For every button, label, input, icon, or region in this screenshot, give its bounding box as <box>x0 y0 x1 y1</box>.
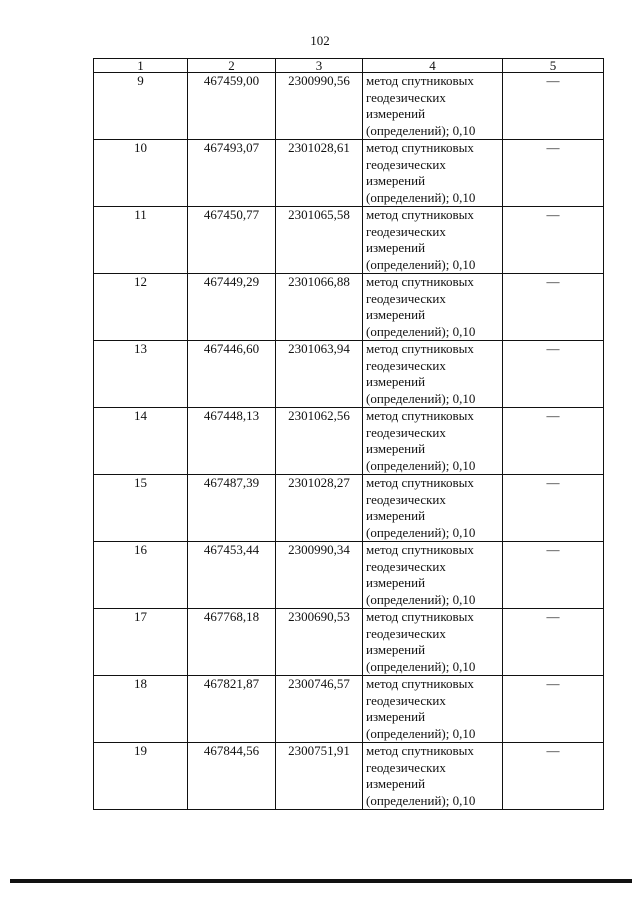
method-cell <box>363 73 503 140</box>
y-coordinate-cell: 2300746,57 <box>276 676 363 743</box>
x-coordinate-cell: 467844,56 <box>188 743 276 810</box>
method-line: (определений); 0,10 <box>366 792 476 808</box>
method-line: геодезических <box>366 156 446 172</box>
x-coordinate-cell: 467450,77 <box>188 207 276 274</box>
point-number-cell: 10 <box>94 140 188 207</box>
method-cell <box>363 475 503 542</box>
method-line: метод спутниковых <box>366 274 474 289</box>
method-line: измерений <box>366 709 426 724</box>
method-line: (определений); 0,10 <box>366 390 476 406</box>
method-line: (определений); 0,10 <box>366 189 476 205</box>
y-coordinate-cell: 2301062,56 <box>276 408 363 475</box>
method-line: метод спутниковых <box>366 542 474 557</box>
x-coordinate-cell: 467446,60 <box>188 341 276 408</box>
column-5-cell: — <box>503 140 604 207</box>
method-line: метод спутниковых <box>366 73 474 88</box>
column-header: 5 <box>503 59 604 73</box>
y-coordinate-cell: 2300990,34 <box>276 542 363 609</box>
bottom-rule <box>10 879 632 883</box>
method-line: измерений <box>366 508 426 523</box>
x-coordinate-cell: 467487,39 <box>188 475 276 542</box>
point-number-cell: 16 <box>94 542 188 609</box>
y-coordinate-cell: 2300690,53 <box>276 609 363 676</box>
coordinates-table <box>93 58 604 810</box>
column-5-cell: — <box>503 274 604 341</box>
method-line: метод спутниковых <box>366 207 474 222</box>
method-line: измерений <box>366 575 426 590</box>
method-line: метод спутниковых <box>366 341 474 356</box>
column-5-cell: — <box>503 475 604 542</box>
method-line: метод спутниковых <box>366 676 474 691</box>
method-line: измерений <box>366 374 426 389</box>
point-number-cell: 12 <box>94 274 188 341</box>
method-line: геодезических <box>366 89 446 105</box>
column-5-cell: — <box>503 73 604 140</box>
method-cell <box>363 140 503 207</box>
table-row <box>94 676 604 743</box>
table-row <box>94 73 604 140</box>
header-row <box>94 59 604 73</box>
table-row <box>94 609 604 676</box>
method-line: измерений <box>366 776 426 791</box>
method-line: измерений <box>366 307 426 322</box>
x-coordinate-cell: 467493,07 <box>188 140 276 207</box>
method-cell <box>363 408 503 475</box>
method-line: геодезических <box>366 357 446 373</box>
method-line: измерений <box>366 106 426 121</box>
method-cell <box>363 676 503 743</box>
table-row <box>94 542 604 609</box>
method-line: (определений); 0,10 <box>366 591 476 607</box>
column-header: 4 <box>363 59 503 73</box>
point-number-cell: 13 <box>94 341 188 408</box>
method-line: геодезических <box>366 290 446 306</box>
y-coordinate-cell: 2301063,94 <box>276 341 363 408</box>
point-number-cell: 15 <box>94 475 188 542</box>
y-coordinate-cell: 2300751,91 <box>276 743 363 810</box>
point-number-cell: 17 <box>94 609 188 676</box>
method-line: (определений); 0,10 <box>366 122 476 138</box>
table-row <box>94 274 604 341</box>
point-number-cell: 18 <box>94 676 188 743</box>
point-number-cell: 19 <box>94 743 188 810</box>
method-line: измерений <box>366 642 426 657</box>
x-coordinate-cell: 467768,18 <box>188 609 276 676</box>
method-line: (определений); 0,10 <box>366 457 476 473</box>
method-cell <box>363 207 503 274</box>
method-line: (определений); 0,10 <box>366 256 476 272</box>
method-line: геодезических <box>366 558 446 574</box>
method-line: метод спутниковых <box>366 408 474 423</box>
method-cell <box>363 542 503 609</box>
method-line: геодезических <box>366 424 446 440</box>
y-coordinate-cell: 2301066,88 <box>276 274 363 341</box>
method-line: геодезических <box>366 759 446 775</box>
column-header: 2 <box>188 59 276 73</box>
method-line: измерений <box>366 441 426 456</box>
method-line: (определений); 0,10 <box>366 658 476 674</box>
column-5-cell: — <box>503 743 604 810</box>
y-coordinate-cell: 2300990,56 <box>276 73 363 140</box>
y-coordinate-cell: 2301028,61 <box>276 140 363 207</box>
column-5-cell: — <box>503 341 604 408</box>
method-line: геодезических <box>366 625 446 641</box>
column-header: 1 <box>94 59 188 73</box>
y-coordinate-cell: 2301028,27 <box>276 475 363 542</box>
x-coordinate-cell: 467449,29 <box>188 274 276 341</box>
method-line: метод спутниковых <box>366 140 474 155</box>
method-line: (определений); 0,10 <box>366 524 476 540</box>
method-line: (определений); 0,10 <box>366 725 476 741</box>
method-line: геодезических <box>366 223 446 239</box>
column-5-cell: — <box>503 408 604 475</box>
method-line: измерений <box>366 173 426 188</box>
y-coordinate-cell: 2301065,58 <box>276 207 363 274</box>
x-coordinate-cell: 467459,00 <box>188 73 276 140</box>
x-coordinate-cell: 467453,44 <box>188 542 276 609</box>
column-5-cell: — <box>503 207 604 274</box>
table-row <box>94 140 604 207</box>
column-5-cell: — <box>503 676 604 743</box>
point-number-cell: 11 <box>94 207 188 274</box>
column-5-cell: — <box>503 542 604 609</box>
method-line: геодезических <box>366 692 446 708</box>
point-number-cell: 14 <box>94 408 188 475</box>
table-row <box>94 743 604 810</box>
method-line: метод спутниковых <box>366 475 474 490</box>
table-row <box>94 408 604 475</box>
method-line: метод спутниковых <box>366 743 474 758</box>
x-coordinate-cell: 467821,87 <box>188 676 276 743</box>
point-number-cell: 9 <box>94 73 188 140</box>
method-line: геодезических <box>366 491 446 507</box>
page-number: 102 <box>310 33 330 48</box>
method-cell <box>363 743 503 810</box>
method-line: метод спутниковых <box>366 609 474 624</box>
table-row <box>94 207 604 274</box>
method-cell <box>363 274 503 341</box>
table-row <box>94 475 604 542</box>
column-5-cell: — <box>503 609 604 676</box>
method-line: измерений <box>366 240 426 255</box>
x-coordinate-cell: 467448,13 <box>188 408 276 475</box>
method-cell <box>363 341 503 408</box>
method-line: (определений); 0,10 <box>366 323 476 339</box>
method-cell <box>363 609 503 676</box>
column-header: 3 <box>276 59 363 73</box>
table-row <box>94 341 604 408</box>
